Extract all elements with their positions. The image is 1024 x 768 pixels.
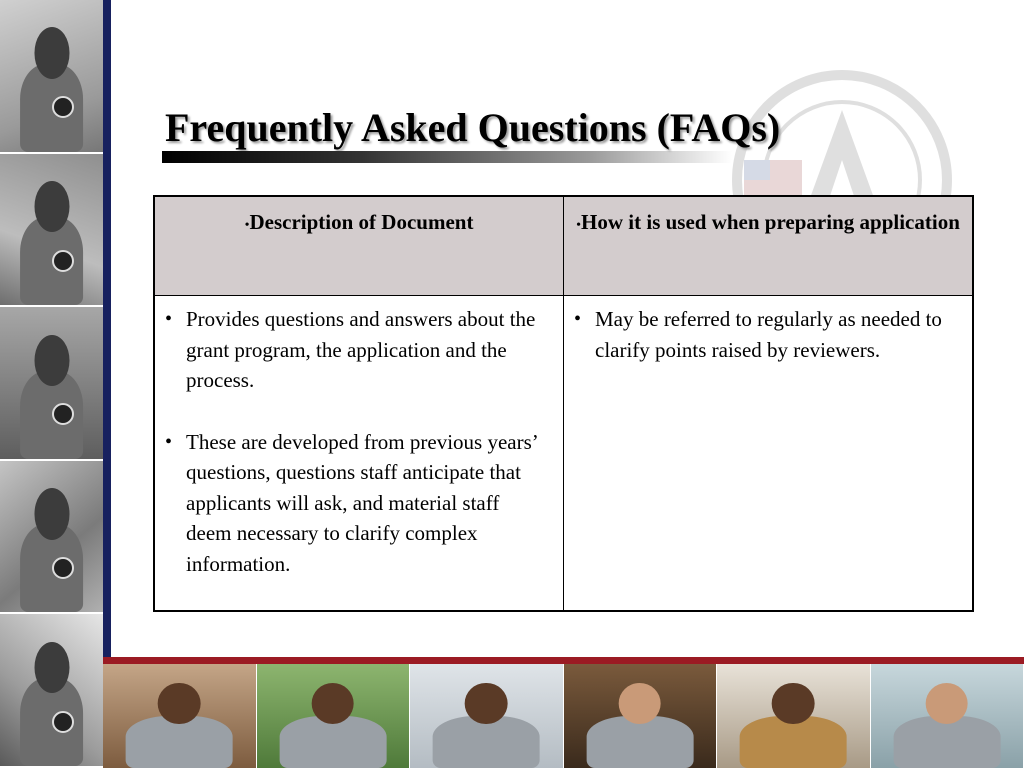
person-head [618, 683, 661, 725]
column-header-label: Description of Document [249, 210, 474, 234]
table-row [154, 296, 973, 612]
table-header-row [154, 196, 973, 296]
usage-list [572, 304, 958, 365]
member-photo [257, 664, 411, 768]
faq-table [153, 195, 974, 612]
person-head [34, 642, 69, 694]
americorps-logo-icon [52, 711, 74, 733]
member-photo [564, 664, 718, 768]
person-head [34, 488, 69, 540]
list-item: • Provides questions and answers about the grant program, the application and the process. [163, 304, 549, 396]
bottom-accent-rule [103, 657, 1024, 664]
member-photo [0, 461, 103, 615]
person-head [34, 27, 69, 79]
bullet-glyph: • [576, 218, 582, 233]
list-item: • These are developed from previous years’ questions, questions staff anticipate that applicants will ask, and material staff deem necessary to clarify complex information. [163, 427, 549, 580]
member-photo [717, 664, 871, 768]
description-list [163, 304, 549, 579]
column-header-description [154, 196, 564, 296]
member-photo [0, 307, 103, 461]
member-photo [410, 664, 564, 768]
left-accent-rule [103, 0, 111, 660]
person-head [465, 683, 508, 725]
member-photo [0, 614, 103, 768]
title-underline [162, 151, 732, 163]
member-photo [103, 664, 257, 768]
person-head [158, 683, 201, 725]
person-head [34, 335, 69, 387]
left-photo-strip [0, 0, 103, 768]
person-head [311, 683, 354, 725]
person-head [772, 683, 815, 725]
bullet-glyph: • [244, 218, 250, 233]
usage-cell [564, 296, 974, 612]
page-title: Frequently Asked Questions (FAQs) [165, 105, 781, 150]
member-photo [0, 154, 103, 308]
member-photo [871, 664, 1024, 768]
description-cell [154, 296, 564, 612]
list-item: • May be referred to regularly as needed to clarify points raised by reviewers. [572, 304, 958, 365]
member-photo [0, 0, 103, 154]
americorps-logo-icon [52, 250, 74, 272]
column-header-usage [564, 196, 974, 296]
person-head [925, 683, 968, 725]
bottom-photo-strip [103, 664, 1024, 768]
person-head [34, 181, 69, 233]
column-header-label: How it is used when preparing application [581, 210, 960, 234]
